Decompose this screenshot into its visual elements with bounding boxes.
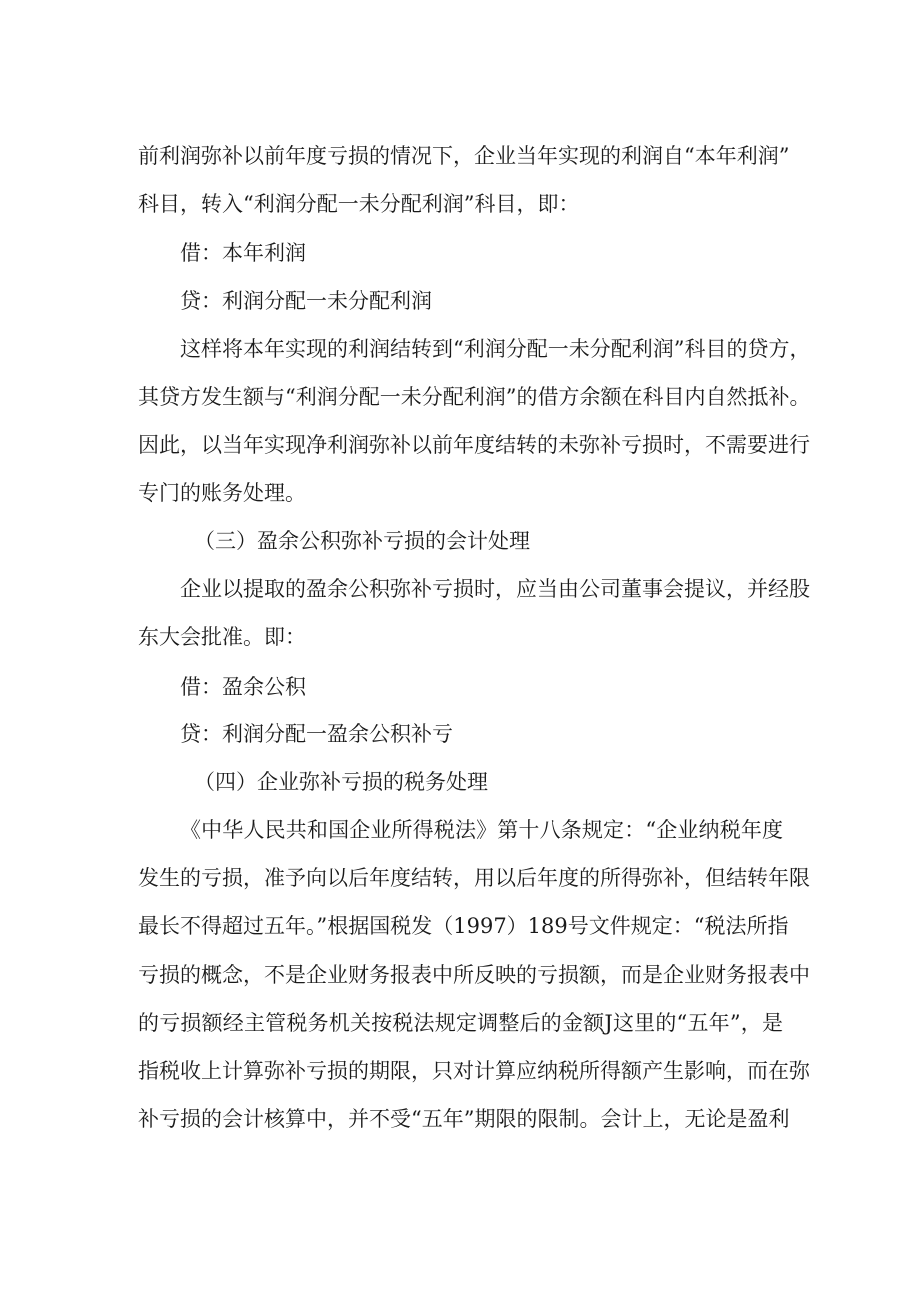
paragraph-line: 最长不得超过五年。”根据国税发（1997）189号文件规定：“税法所指 xyxy=(138,914,789,938)
paragraph-line: 发生的亏损，准予向以后年度结转，用以后年度的所得弥补，但结转年限 xyxy=(138,866,810,890)
journal-debit-line: 借：盈余公积 xyxy=(180,675,306,699)
paragraph-line: 因此，以当年实现净利润弥补以前年度结转的未弥补亏损时，不需要进行 xyxy=(138,433,810,457)
paragraph-line: 补亏损的会计核算中，并不受“五年”期限的限制。会计上，无论是盈利 xyxy=(138,1107,790,1131)
paragraph-line: 专门的账务处理。 xyxy=(138,481,306,505)
section-heading: （三）盈余公积弥补亏损的会计处理 xyxy=(194,529,530,553)
paragraph-line: 其贷方发生额与“利润分配一未分配利润”的借方余额在科目内自然抵补。 xyxy=(138,385,811,409)
journal-debit-line: 借：本年利润 xyxy=(180,241,306,265)
paragraph-line: 东大会批准。即： xyxy=(138,625,306,649)
paragraph-line: 指税收上计算弥补亏损的期限，只对计算应纳税所得额产生影响，而在弥 xyxy=(138,1059,810,1083)
paragraph-line: 前利润弥补以前年度亏损的情况下，企业当年实现的利润自“本年利润” xyxy=(138,144,790,168)
paragraph-line: 的亏损额经主管税务机关按税法规定调整后的金额J这里的“五年”，是 xyxy=(138,1011,783,1035)
paragraph-line: 科目，转入“利润分配一未分配利润”科目，即： xyxy=(138,192,580,216)
journal-credit-line: 贷：利润分配一盈余公积补亏 xyxy=(180,722,453,746)
paragraph-line: 这样将本年实现的利润结转到“利润分配一未分配利润”科目的贷方， xyxy=(180,337,811,361)
paragraph-line: 亏损的概念，不是企业财务报表中所反映的亏损额，而是企业财务报表中 xyxy=(138,963,810,987)
section-heading: （四）企业弥补亏损的税务处理 xyxy=(194,770,488,794)
journal-credit-line: 贷：利润分配一未分配利润 xyxy=(180,289,432,313)
paragraph-line: 《中华人民共和国企业所得税法》第十八条规定：“企业纳税年度 xyxy=(180,818,783,842)
paragraph-line: 企业以提取的盈余公积弥补亏损时，应当由公司董事会提议，并经股 xyxy=(180,577,810,601)
